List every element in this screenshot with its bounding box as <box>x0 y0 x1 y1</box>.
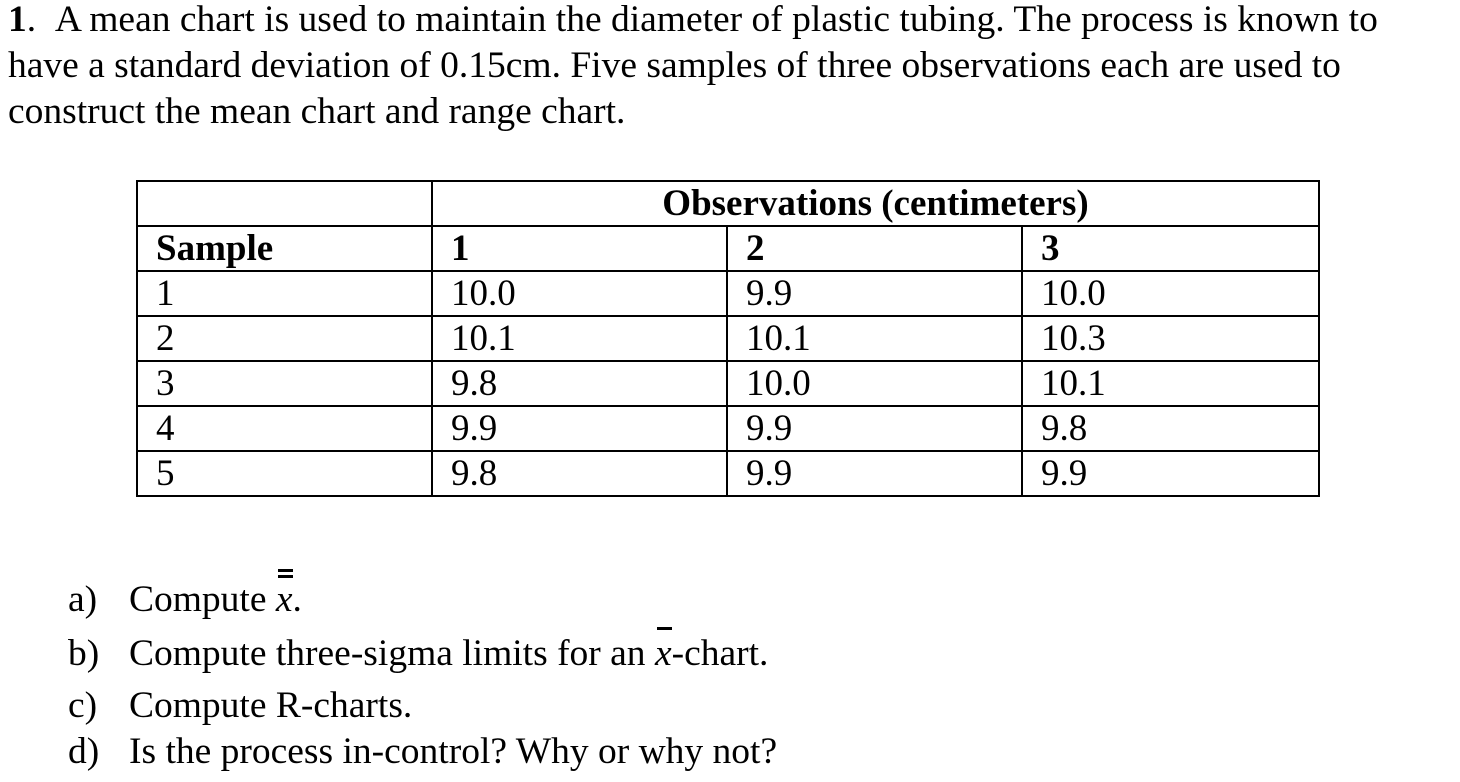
sample-cell: 1 <box>137 271 432 316</box>
question-text: Compute <box>129 579 276 620</box>
observation-cell: 10.0 <box>727 361 1022 406</box>
observation-cell: 10.3 <box>1022 316 1319 361</box>
observation-cell: 9.8 <box>1022 406 1319 451</box>
problem-statement: 1. A mean chart is used to maintain the diameter of plastic tubing. The process is known to have a standard deviation of 0.15cm. Five samples of three observations each are used to construct the mean chart and range chart. <box>8 0 1378 132</box>
observation-cell: 9.9 <box>432 406 727 451</box>
table-empty-corner-cell <box>137 181 432 226</box>
question-a <box>68 575 777 625</box>
question-letter: b) <box>68 633 100 674</box>
question-d <box>68 729 777 775</box>
problem-text: A mean chart is used to maintain the diameter of plastic tubing. The process is known to have a standard deviation of 0.15cm. Five samples of three observations each are used to construct the mean chart and range chart. <box>8 0 1378 132</box>
observation-cell: 10.0 <box>1022 271 1319 316</box>
sample-cell: 4 <box>137 406 432 451</box>
table-row <box>137 406 1319 451</box>
question-text-end: . <box>292 579 302 620</box>
sample-cell: 3 <box>137 361 432 406</box>
bar-line <box>657 627 672 630</box>
observation-cell: 10.1 <box>1022 361 1319 406</box>
x-bar-symbol: x <box>655 625 672 683</box>
observation-cell: 9.9 <box>727 451 1022 496</box>
observation-2-header: 2 <box>727 226 1022 271</box>
sample-cell: 5 <box>137 451 432 496</box>
observations-group-header: Observations (centimeters) <box>432 181 1319 226</box>
observations-table <box>136 180 1320 497</box>
observation-cell: 10.0 <box>432 271 727 316</box>
question-letter: a) <box>68 579 98 620</box>
observation-cell: 9.8 <box>432 451 727 496</box>
observation-cell: 9.8 <box>432 361 727 406</box>
table-group-header-row <box>137 181 1319 226</box>
question-letter: d) <box>68 731 100 772</box>
observation-3-header: 3 <box>1022 226 1319 271</box>
double-bar-upper <box>278 569 293 572</box>
question-text: Compute R-charts. <box>129 685 413 726</box>
question-list <box>68 575 777 775</box>
question-text: Is the process in-control? Why or why not? <box>129 731 778 772</box>
question-c <box>68 683 777 729</box>
question-b <box>68 625 777 683</box>
observation-cell: 9.9 <box>727 406 1022 451</box>
observation-cell: 10.1 <box>432 316 727 361</box>
observation-cell: 9.9 <box>1022 451 1319 496</box>
table-column-header-row <box>137 226 1319 271</box>
table-row <box>137 271 1319 316</box>
problem-number: 1 <box>8 0 27 40</box>
question-letter: c) <box>68 685 98 726</box>
observation-cell: 9.9 <box>727 271 1022 316</box>
question-text: Compute three-sigma limits for an <box>129 633 655 674</box>
sample-cell: 2 <box>137 316 432 361</box>
double-bar-lower <box>278 575 293 578</box>
x-double-bar-symbol: x <box>276 575 293 625</box>
observation-1-header: 1 <box>432 226 727 271</box>
question-text-end: -chart. <box>671 633 769 674</box>
table-row <box>137 361 1319 406</box>
table-row <box>137 316 1319 361</box>
observation-cell: 10.1 <box>727 316 1022 361</box>
table-row <box>137 451 1319 496</box>
sample-column-header: Sample <box>137 226 432 271</box>
